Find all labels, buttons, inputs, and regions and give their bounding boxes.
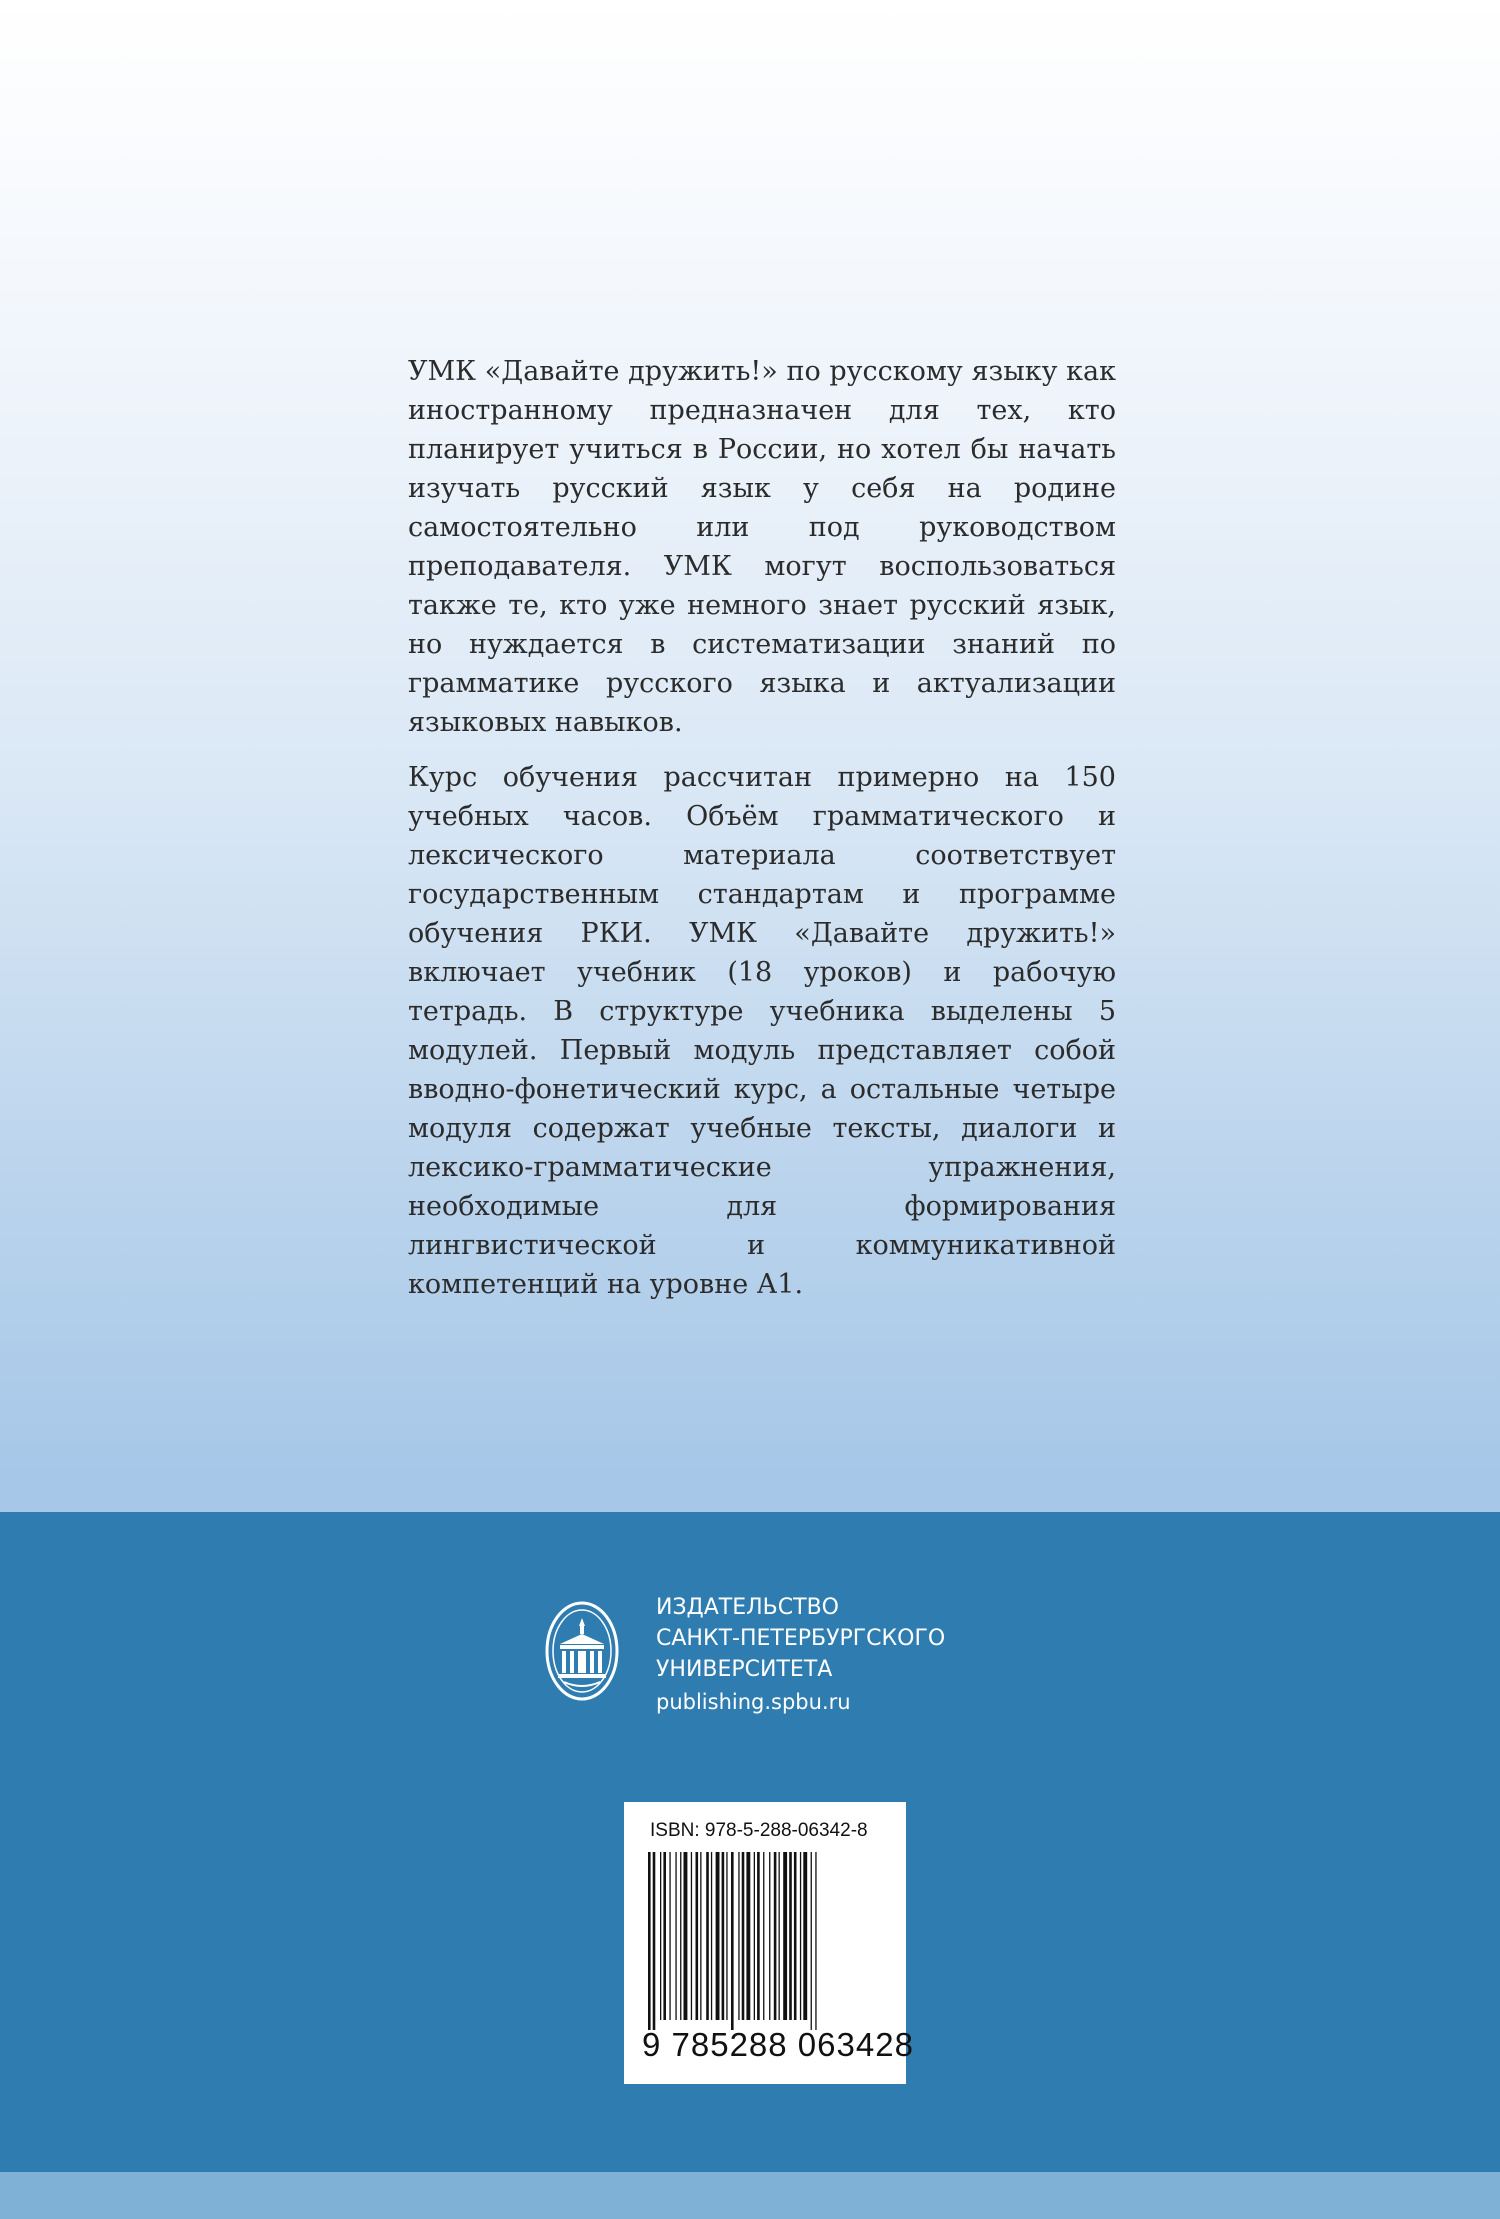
bottom-strip	[0, 2172, 1500, 2219]
barcode-bar	[716, 1852, 720, 2020]
barcode-bar	[815, 1852, 816, 2030]
barcode-bar	[711, 1852, 712, 2020]
isbn-barcode-box	[624, 1802, 914, 2084]
barcode-bar	[803, 1852, 807, 2020]
publisher-info	[656, 1592, 945, 1718]
barcode-bar	[794, 1852, 797, 2020]
cover-description	[408, 352, 1116, 1320]
barcode-bar	[731, 1852, 734, 2030]
barcode-bar	[754, 1852, 755, 2020]
university-building-seal-icon	[544, 1600, 620, 1702]
barcode-bar	[774, 1852, 777, 2020]
publisher-name-line-1: ИЗДАТЕЛЬСТВО	[656, 1595, 839, 1620]
publisher-name-line-3: УНИВЕРСИТЕТА	[656, 1657, 833, 1682]
barcode-bar	[663, 1852, 666, 2020]
description-paragraph-1: УМК «Давайте дружить!» по русскому языку как иностранному предназначен для тех, кто планирует учиться в России, но хотел бы начать изучать русский язык у себя на родине самостоятельно или под руководством преподавателя. УМК могут воспользоваться также те, кто уже немного знает русский язык, но нуждается в систематизации знаний по грамматике русского языка и актуализации языковых навыков.	[408, 356, 1116, 738]
barcode	[648, 1852, 884, 2030]
isbn-digits: 9 785288 063428	[642, 2026, 914, 2063]
barcode-bar	[769, 1852, 770, 2020]
barcode-bar	[779, 1852, 780, 2020]
barcode-bar	[675, 1852, 676, 2020]
publisher-website-link[interactable]: publishing.spbu.ru	[656, 1690, 851, 1714]
barcode-bar	[746, 1852, 750, 2020]
barcode-bar	[811, 1852, 812, 2030]
barcode-bar	[742, 1852, 745, 2020]
barcode-bar	[706, 1852, 709, 2020]
barcode-bar	[757, 1852, 760, 2020]
barcode-bar	[660, 1852, 661, 2020]
isbn-label: ISBN: 978-5-288-06342-8	[650, 1820, 868, 1841]
barcode-bar	[738, 1852, 739, 2020]
publisher-name-line-2: САНКТ-ПЕТЕРБУРГСКОГО	[656, 1626, 946, 1651]
barcode-bar	[669, 1852, 670, 2020]
description-paragraph-2: Курс обучения рассчитан примерно на 150 учебных часов. Объём грамматического и лексического материала соответствует государственным стандартам и программе обучения РКИ. УМК «Давайте дружить!» включает учебник (18 уроков) и рабочую тетрадь. В структуре учебника выделены 5 модулей. Первый модуль представляет собой вводно-фонетический курс, а остальные четыре модуля содержат учебные тексты, диалоги и лексико-грамматические упражнения, необходимые для формирования лингвистической и коммуникативной компетенций на уровне А1.	[408, 762, 1116, 1300]
barcode-bar	[680, 1852, 681, 2020]
barcode-bar	[726, 1852, 727, 2020]
barcode-bar	[648, 1852, 651, 2030]
barcode-bar	[783, 1852, 787, 2020]
barcode-bar	[691, 1852, 692, 2020]
barcode-bar	[696, 1852, 699, 2020]
barcode-bar	[700, 1852, 701, 2020]
barcode-bar	[653, 1852, 656, 2030]
barcode-bar	[800, 1852, 801, 2020]
barcode-bar	[763, 1852, 764, 2020]
barcode-bar	[789, 1852, 792, 2020]
barcode-bar	[684, 1852, 688, 2020]
barcode-bar	[722, 1852, 725, 2020]
